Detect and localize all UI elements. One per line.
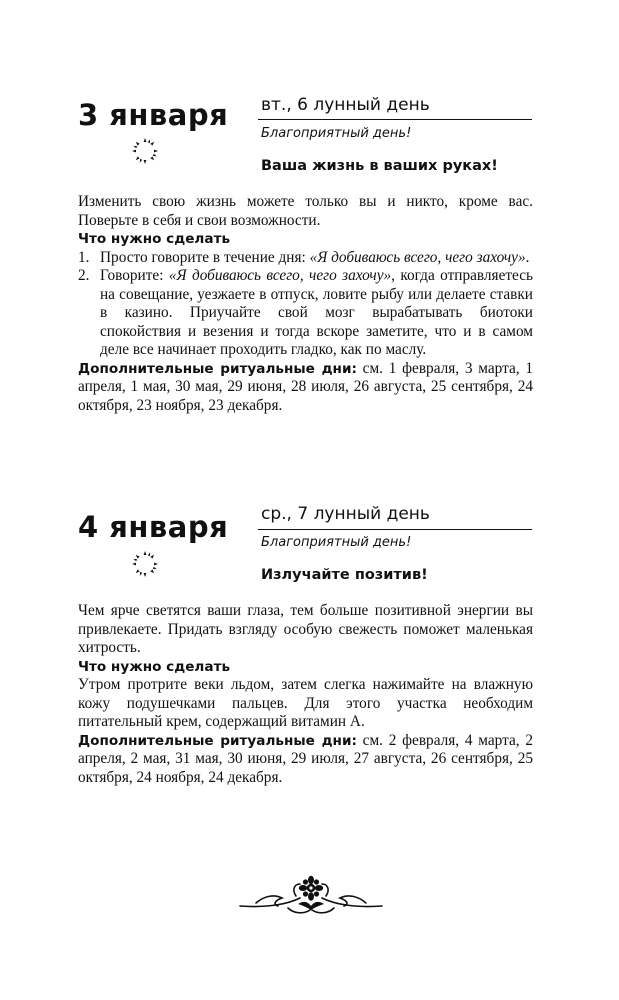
- day-motto: Излучайте позитив!: [261, 567, 428, 583]
- extra-days-label: Дополнительные ритуальные дни:: [78, 360, 357, 377]
- favorable-label: Благоприятный день!: [261, 535, 412, 550]
- todo-text: Утром протрите веки льдом, затем слегка нажимайте на влажную кожу подушечками пальцев. Для этого участка необходим питательный крем, содержащий витамин А.: [78, 676, 533, 730]
- todo-heading: Что нужно сделать: [78, 231, 231, 247]
- weekday-lunar-day: ср., 7 лунный день: [261, 504, 430, 524]
- entry-body: [78, 193, 533, 415]
- entry-date: 3 января: [78, 98, 229, 132]
- weekday-lunar-day: вт., 6 лунный день: [261, 95, 430, 115]
- extra-days: Дополнительные ритуальные дни: см. 2 февраля, 4 марта, 2 апреля, 2 мая, 31 мая, 30 июня, 29 июля, 27 августа, 26 сентября, 25 октября, 24 ноября, 24 декабря.: [78, 731, 533, 786]
- extra-days: Дополнительные ритуальные дни: см. 1 февраля, 3 марта, 1 апреля, 1 мая, 30 мая, 29 июня, 28 июля, 26 августа, 25 сентября, 24 октября, 23 ноября, 23 декабря.: [78, 359, 533, 414]
- extra-days-label: Дополнительные ритуальные дни:: [78, 732, 357, 749]
- favorable-label: Благоприятный день!: [261, 126, 412, 141]
- todo-list: [78, 249, 533, 360]
- day-motto: Ваша жизнь в ваших руках!: [261, 158, 498, 174]
- intro-text: Изменить свою жизнь можете только вы и никто, кроме вас. Поверьте в себя и свои возможности.: [78, 193, 533, 229]
- entry-date: 4 января: [78, 510, 229, 544]
- ornament-icon: [238, 870, 384, 920]
- header-divider: [258, 529, 532, 530]
- quote: «Я добиваюсь всего, чего захочу»: [309, 248, 526, 266]
- item-number: 2.: [78, 267, 90, 284]
- sun-icon: [130, 136, 160, 166]
- intro-text: Чем ярче светятся ваши глаза, тем больше позитивной энергии вы привлекаете. Придать взгляду особую свежесть поможет маленькая хитрость.: [78, 602, 533, 656]
- entry-body: [78, 602, 533, 787]
- todo-heading: Что нужно сделать: [78, 658, 231, 675]
- list-item: 1. Просто говорите в течение дня: «Я добиваюсь всего, чего захочу».: [78, 248, 530, 266]
- header-divider: [258, 119, 532, 120]
- sun-icon: [130, 549, 160, 579]
- quote: «Я добиваюсь всего, чего захочу»: [168, 267, 392, 284]
- item-number: 1.: [78, 248, 90, 266]
- list-item: 2. Говорите: «Я добиваюсь всего, чего захочу», когда отправляетесь на совещание, уезжаете в отпуск, ловите рыбу или делаете ставки в казино. Приучайте свой мозг вырабатывать биотоки спокойствия и везения и тогда вскоре заметите, что и в самом деле все начинает проходить гладко, как по маслу.: [78, 267, 533, 358]
